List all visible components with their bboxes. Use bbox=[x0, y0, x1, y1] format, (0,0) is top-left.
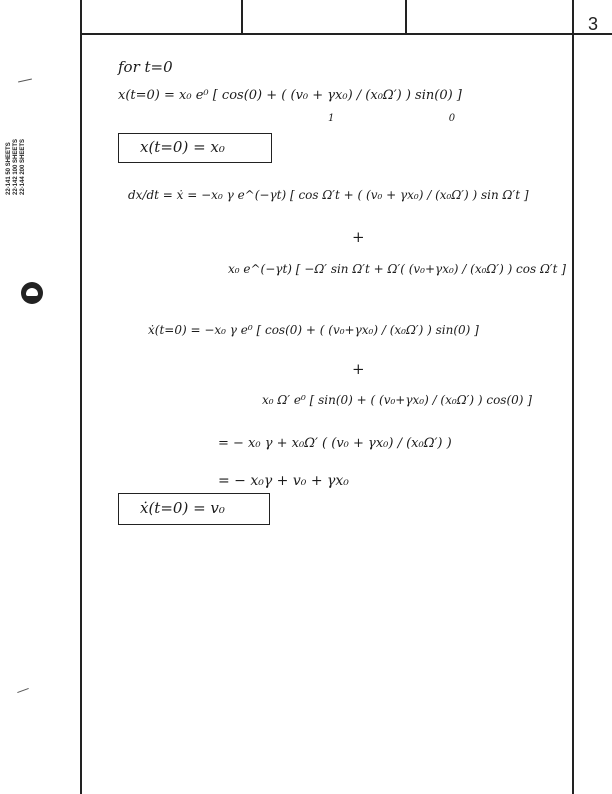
sheet-count-label bbox=[6, 105, 27, 195]
equation-line-simplify-2: = − x₀γ + v₀ + γx₀ bbox=[218, 473, 349, 489]
header-tick-1 bbox=[241, 0, 243, 34]
equation-line-boxed-velocity: ẋ(t=0) = v₀ bbox=[140, 499, 225, 517]
right-margin-rule bbox=[572, 0, 574, 794]
sheet-count-line: 22-142 100 SHEETS bbox=[13, 138, 19, 195]
equation-line-velocity-at-zero: ẋ(t=0) = −x₀ γ e⁰ [ cos(0) + ( (v₀+γx₀) / (x₀Ω′) ) sin(0) ] bbox=[148, 323, 479, 337]
equation-plus-sign: + bbox=[352, 360, 365, 378]
top-rule bbox=[80, 33, 612, 35]
header-tick-2 bbox=[405, 0, 407, 34]
page-number: 3 bbox=[588, 14, 599, 34]
left-margin-rule bbox=[80, 0, 82, 794]
equation-line-velocity-second-term: x₀ e^(−γt) [ −Ω′ sin Ω′t + Ω′( (v₀+γx₀) / (x₀Ω′) ) cos Ω′t ] bbox=[228, 262, 566, 276]
stray-mark bbox=[17, 688, 29, 693]
equation-line-simplify-1: = − x₀ γ + x₀Ω′ ( (v₀ + γx₀) / (x₀Ω′) ) bbox=[218, 436, 452, 451]
equation-line-for-t0: for t=0 bbox=[118, 58, 173, 76]
equation-line-velocity-at-zero-second-term: x₀ Ω′ e⁰ [ sin(0) + ( (v₀+γx₀) / (x₀Ω′) ) cos(0) ] bbox=[262, 393, 532, 407]
stray-mark bbox=[18, 79, 32, 83]
sheet-count-line: 22-144 200 SHEETS bbox=[20, 138, 26, 195]
equation-line-boxed-position: x(t=0) = x₀ bbox=[140, 138, 225, 156]
sheet-count-line: 22-141 50 SHEETS bbox=[6, 142, 12, 195]
equation-plus-sign: + bbox=[352, 228, 365, 246]
ampad-logo-icon bbox=[21, 282, 43, 304]
equation-line-x-at-zero: x(t=0) = x₀ e⁰ [ cos(0) + ( (v₀ + γx₀) / (x₀Ω′) ) sin(0) ] bbox=[118, 88, 462, 103]
equation-annotation: 1 0 bbox=[328, 113, 456, 124]
equation-line-velocity: dx/dt = ẋ = −x₀ γ e^(−γt) [ cos Ω′t + ( (v₀ + γx₀) / (x₀Ω′) ) sin Ω′t ] bbox=[128, 188, 529, 202]
